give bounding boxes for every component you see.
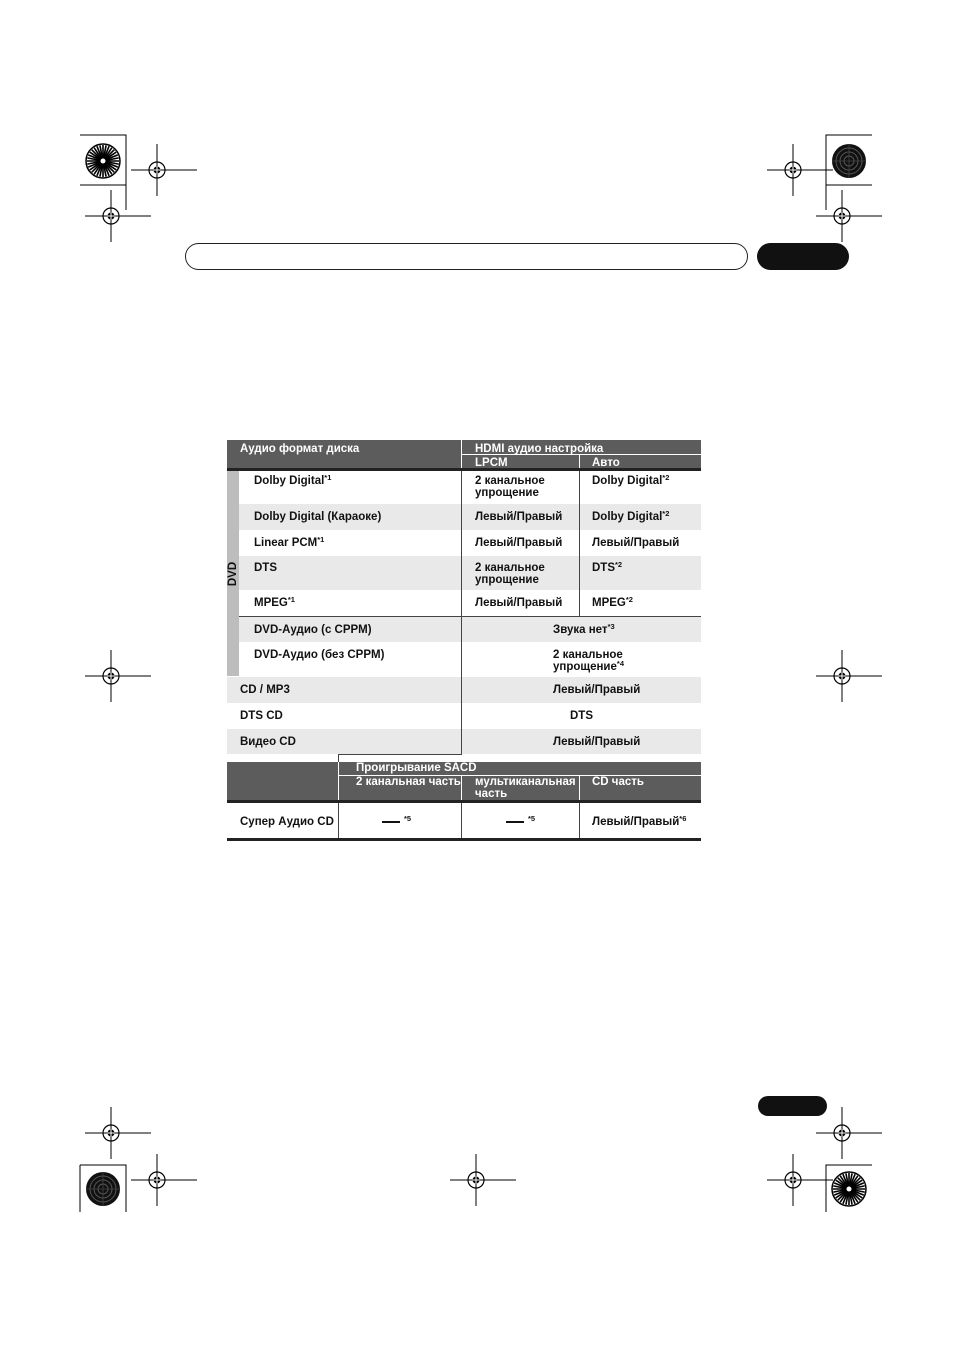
dvd-row-4-format: DTS bbox=[254, 562, 277, 574]
dvd-row-2-auto: Dolby Digital$^{*2}$ bbox=[592, 509, 670, 523]
sacd-col-2ch: 2 канальная часть bbox=[356, 776, 461, 788]
dvd-row-5-lpcm: Левый/Правый bbox=[475, 597, 563, 609]
sacd-header: Проигрывание SACD bbox=[356, 762, 477, 774]
dvd-row-3-auto: Левый/Правый bbox=[592, 537, 680, 549]
dvd-row-3-lpcm: Левый/Правый bbox=[475, 537, 563, 549]
dvd-audio-row-2-format: DVD-Аудио (без CPPM) bbox=[254, 649, 385, 661]
dash-icon bbox=[506, 821, 524, 823]
dts-cd-value: DTS bbox=[570, 710, 593, 722]
dvd-row-1-auto: Dolby Digital$^{*2}$ bbox=[592, 473, 670, 487]
header-auto: Авто bbox=[592, 457, 620, 469]
cd-mp3-format: CD / MP3 bbox=[240, 684, 290, 696]
sacd-col-multi: мультиканальная часть bbox=[475, 776, 576, 800]
sacd-2ch-value: *5 bbox=[382, 816, 411, 828]
header-hdmi-setting: HDMI аудио настройка bbox=[475, 443, 604, 455]
dvd-row-3-format: Linear PCM$^{*1}$ bbox=[254, 535, 325, 549]
video-cd-value: Левый/Правый bbox=[553, 736, 641, 748]
dvd-row-4-lpcm: 2 канальное упрощение bbox=[475, 562, 545, 586]
header-lpcm: LPCM bbox=[475, 457, 508, 469]
sacd-multi-value: *5 bbox=[506, 816, 535, 828]
video-cd-format: Видео CD bbox=[240, 736, 296, 748]
cd-mp3-value: Левый/Правый bbox=[553, 684, 641, 696]
dvd-row-4-auto: DTS$^{*2}$ bbox=[592, 560, 623, 574]
dvd-audio-row-2-value: 2 канальное упрощение$^{*4}$ bbox=[553, 649, 624, 673]
sacd-cd-value: Левый/Правый$^{*6}$ bbox=[592, 814, 687, 828]
sacd-col-cd: CD часть bbox=[592, 776, 644, 788]
dvd-row-1-lpcm: 2 канальное упрощение bbox=[475, 475, 545, 499]
dvd-row-1-format: Dolby Digital$^{*1}$ bbox=[254, 473, 332, 487]
dts-cd-format: DTS CD bbox=[240, 710, 283, 722]
header-disc-format: Аудио формат диска bbox=[240, 443, 360, 455]
dvd-row-5-format: MPEG$^{*1}$ bbox=[254, 595, 295, 609]
dvd-row-5-auto: MPEG$^{*2}$ bbox=[592, 595, 633, 609]
dvd-label: DVD bbox=[227, 561, 239, 587]
dvd-audio-row-1-value: Звука нет$^{*3}$ bbox=[553, 622, 615, 636]
dvd-row-2-lpcm: Левый/Правый bbox=[475, 511, 563, 523]
sacd-row-label: Супер Аудио CD bbox=[240, 816, 334, 828]
dvd-row-2-format: Dolby Digital (Караоке) bbox=[254, 511, 382, 523]
dvd-audio-row-1-format: DVD-Аудио (с CPPM) bbox=[254, 624, 372, 636]
dash-icon bbox=[382, 821, 400, 823]
